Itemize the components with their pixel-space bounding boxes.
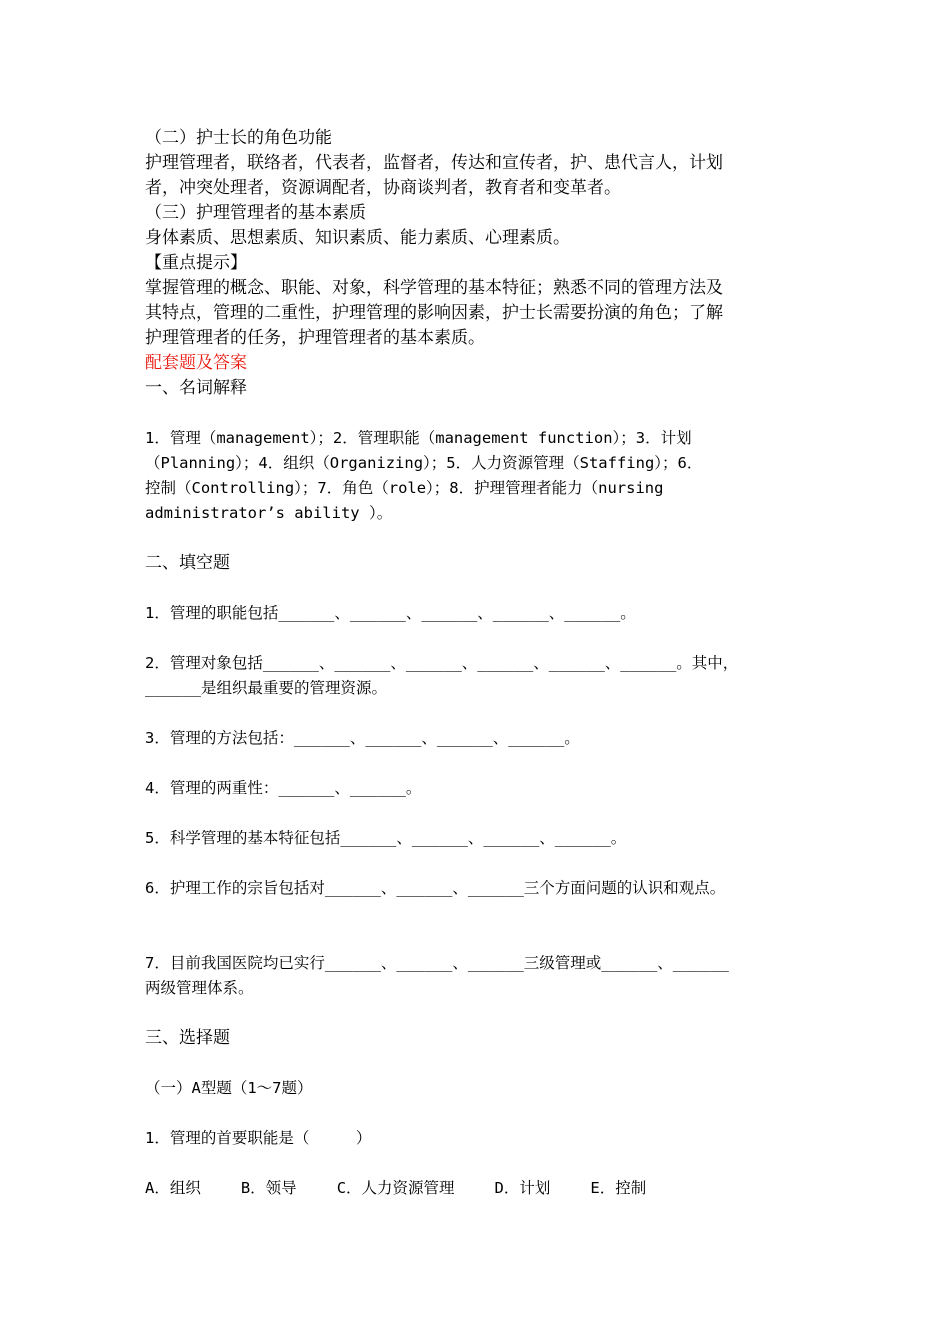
fill-blank-question-5: 5．科学管理的基本特征包括______、______、______、______。 — [145, 829, 627, 847]
exercises-title: 配套题及答案 — [145, 353, 247, 373]
fill-blank-question-4: 4．管理的两重性：______、______。 — [145, 779, 422, 797]
fill-blank-question-2-cont: ______是组织最重要的管理资源。 — [145, 679, 387, 697]
paragraph-line: 者，冲突处理者，资源调配者，协商谈判者，教育者和变革者。 — [145, 178, 621, 198]
paragraph-line: 掌握管理的概念、职能、对象，科学管理的基本特征；熟悉不同的管理方法及 — [145, 278, 723, 298]
fill-blank-question-7: 7．目前我国医院均已实行______、______、______三级管理或______、______ — [145, 954, 729, 972]
section-heading-basic-quality: （三）护理管理者的基本素质 — [145, 203, 366, 223]
fill-blank-question-6: 6．护理工作的宗旨包括对______、______、______三个方面问题的认识和观点。 — [145, 879, 726, 897]
fill-blank-question-3: 3．管理的方法包括：______、______、______、______。 — [145, 729, 580, 747]
fill-blank-question-1: 1．管理的职能包括______、______、______、______、______。 — [145, 604, 636, 622]
option-e: E．控制 — [590, 1179, 647, 1197]
option-d: D．计划 — [494, 1179, 551, 1197]
fill-blank-question-7-cont: 两级管理体系。 — [145, 979, 254, 997]
terms-heading: 一、名词解释 — [145, 378, 247, 398]
paragraph-line: 其特点，管理的二重性，护理管理的影响因素，护士长需要扮演的角色；了解 — [145, 303, 723, 323]
choice-question-1-options — [145, 1176, 810, 1201]
option-c: C．人力资源管理 — [336, 1179, 455, 1197]
choice-heading: 三、选择题 — [145, 1028, 230, 1048]
paragraph-line: 护理管理者，联络者，代表者，监督者，传达和宣传者，护、患代言人，计划 — [145, 153, 723, 173]
paragraph-line: 护理管理者的任务，护理管理者的基本素质。 — [145, 328, 485, 348]
key-points-heading: 【重点提示】 — [145, 253, 247, 273]
section-heading-head-nurse-roles: （二）护士长的角色功能 — [145, 128, 332, 148]
fill-blank-question-2: 2．管理对象包括______、______、______、______、______、______。其中， — [145, 654, 739, 672]
fill-blank-heading: 二、填空题 — [145, 553, 230, 573]
paragraph-line: 身体素质、思想素质、知识素质、能力素质、心理素质。 — [145, 228, 570, 248]
document-page — [145, 126, 810, 1201]
terms-line: 控制（Controlling）；7．角色（role）；8．护理管理者能力（nursing — [145, 479, 664, 497]
choice-subheading: （一）A型题（1～7题） — [145, 1079, 313, 1097]
option-b: B．领导 — [240, 1179, 297, 1197]
option-a: A．组织 — [145, 1179, 201, 1197]
choice-question-1: 1．管理的首要职能是（ ） — [145, 1129, 372, 1147]
terms-line: 1．管理（management）；2．管理职能（management function）；3．计划 — [145, 429, 692, 447]
terms-line: （Planning）；4．组织（Organizing）；5．人力资源管理（Staffing）；6． — [145, 454, 703, 472]
terms-line: administrator’s ability ）。 — [145, 504, 393, 522]
